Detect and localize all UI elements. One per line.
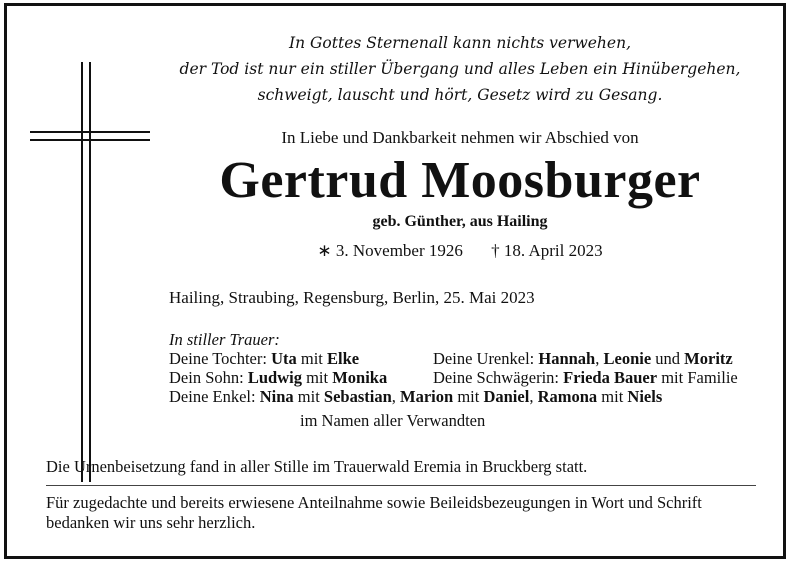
mourner-name: Sebastian: [323, 387, 392, 406]
maiden-name: geb. Günther, aus Hailing: [372, 213, 548, 230]
burial-note: Die Urnenbeisetzung fand in aller Stille im Trauerwald Eremia in Bruckberg statt.: [46, 457, 588, 476]
death-date: † 18. April 2023: [491, 241, 603, 260]
connector: ,: [391, 387, 401, 406]
mourner-name: Marion: [400, 387, 454, 406]
relation-label: Dein Sohn:: [169, 368, 248, 387]
poem-line: schweigt, lauscht und hört, Gesetz wird zu Gesang.: [257, 86, 663, 104]
mourner-name: Elke: [327, 349, 360, 368]
mourner-name: Frieda Bauer: [563, 368, 658, 387]
thanks-note: Für zugedachte und bereits erwiesene Anteilnahme sowie Beileidsbezeugungen in Wort und Schrift bedanken wir uns sehr herzlich.: [46, 493, 702, 532]
mourner-name: Niels: [627, 387, 663, 406]
poem: [160, 30, 760, 108]
connector: mit: [453, 387, 484, 406]
mourner-name: Monika: [332, 368, 388, 387]
mourner-name: Leonie: [603, 349, 652, 368]
mourner-name: Ludwig: [247, 368, 302, 387]
mourner-name: Daniel: [483, 387, 530, 406]
connector: mit Familie: [657, 368, 738, 387]
relation-label: Deine Tochter:: [169, 349, 272, 368]
intro-text: In Liebe und Dankbarkeit nehmen wir Abschied von: [281, 128, 639, 147]
connector: ,: [595, 349, 604, 368]
life-dates: [160, 241, 760, 261]
poem-line: In Gottes Sternenall kann nichts verwehen,: [289, 34, 631, 52]
divider: [46, 485, 756, 486]
connector: mit: [301, 368, 333, 387]
mourners-row: [169, 349, 738, 368]
mourner-name: Moritz: [684, 349, 733, 368]
connector: mit: [597, 387, 628, 406]
mourner-name: Hannah: [538, 349, 596, 368]
relatives-line: im Namen aller Verwandten: [300, 411, 486, 430]
connector: mit: [296, 349, 328, 368]
mourner-name: Nina: [259, 387, 294, 406]
birth-date: ∗ 3. November 1926: [317, 241, 463, 260]
mourner-name: Ramona: [537, 387, 598, 406]
deceased-name: Gertrud Moosburger: [219, 152, 701, 209]
mourners-block: [169, 330, 738, 406]
mourners-header: In stiller Trauer:: [169, 330, 280, 349]
poem-line: der Tod ist nur ein stiller Übergang und alles Leben ein Hinübergehen,: [179, 60, 741, 78]
relation-label: Deine Urenkel:: [433, 349, 539, 368]
connector: mit: [293, 387, 324, 406]
mourners-row: [169, 368, 738, 387]
connector: ,: [529, 387, 538, 406]
mourner-name: Uta: [271, 349, 297, 368]
relation-label: Deine Enkel:: [169, 387, 260, 406]
connector: und: [651, 349, 685, 368]
relation-label: Deine Schwägerin:: [433, 368, 564, 387]
grandchildren-row: [169, 387, 738, 406]
place-date: Hailing, Straubing, Regensburg, Berlin, 25. Mai 2023: [169, 288, 535, 307]
